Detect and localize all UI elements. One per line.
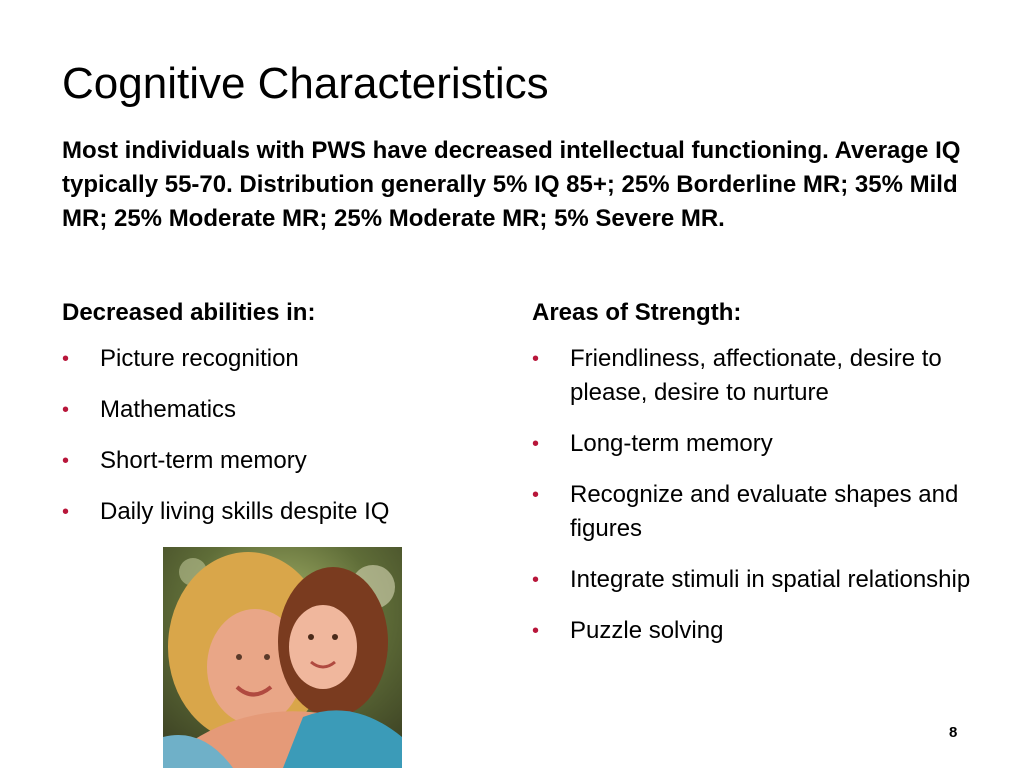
list-item — [532, 342, 972, 410]
list-item — [62, 393, 482, 427]
photo-illustration — [163, 547, 402, 768]
bullet-icon: • — [532, 569, 540, 591]
list-item — [532, 563, 972, 597]
list-item-text: Picture recognition — [100, 345, 299, 372]
list-item-text: Mathematics — [100, 396, 237, 423]
list-item — [532, 614, 972, 648]
areas-of-strength-list — [532, 342, 972, 648]
areas-of-strength-heading: Areas of Strength: — [532, 299, 742, 326]
list-item-text: Daily living skills despite IQ — [100, 498, 390, 525]
bullet-icon: • — [62, 348, 70, 370]
list-item — [532, 478, 972, 546]
page-number: 8 — [949, 724, 958, 741]
bullet-icon: • — [532, 433, 540, 455]
bullet-icon: • — [62, 501, 70, 523]
list-item-text: Integrate stimuli in spatial relationship — [570, 566, 971, 593]
list-item — [532, 427, 972, 461]
decreased-abilities-heading: Decreased abilities in: — [62, 299, 316, 326]
bullet-icon: • — [532, 620, 540, 642]
list-item-text: Recognize and evaluate shapes and figures — [570, 481, 959, 542]
bullet-icon: • — [62, 399, 70, 421]
list-item-text: Puzzle solving — [570, 617, 724, 644]
list-item — [62, 444, 482, 478]
photo-two-girls-hugging — [163, 547, 402, 768]
decreased-abilities-list — [62, 342, 482, 529]
slide-title: Cognitive Characteristics — [62, 59, 549, 108]
list-item-text: Friendliness, affectionate, desire to please, desire to nurture — [570, 345, 942, 406]
areas-of-strength-column — [532, 296, 972, 665]
decreased-abilities-column — [62, 296, 482, 546]
list-item — [62, 495, 482, 529]
list-item-text: Short-term memory — [100, 447, 307, 474]
list-item — [62, 342, 482, 376]
bullet-icon: • — [62, 450, 70, 472]
list-item-text: Long-term memory — [570, 430, 773, 457]
intro-paragraph: Most individuals with PWS have decreased intellectual functioning. Average IQ typically 55-70. Distribution generally 5% IQ 85+; 25% Borderline MR; 35% Mild MR; 25% Moderate MR; 25% Moderate MR; 5% Severe MR. — [62, 137, 961, 232]
bullet-icon: • — [532, 484, 540, 506]
bullet-icon: • — [532, 348, 540, 370]
